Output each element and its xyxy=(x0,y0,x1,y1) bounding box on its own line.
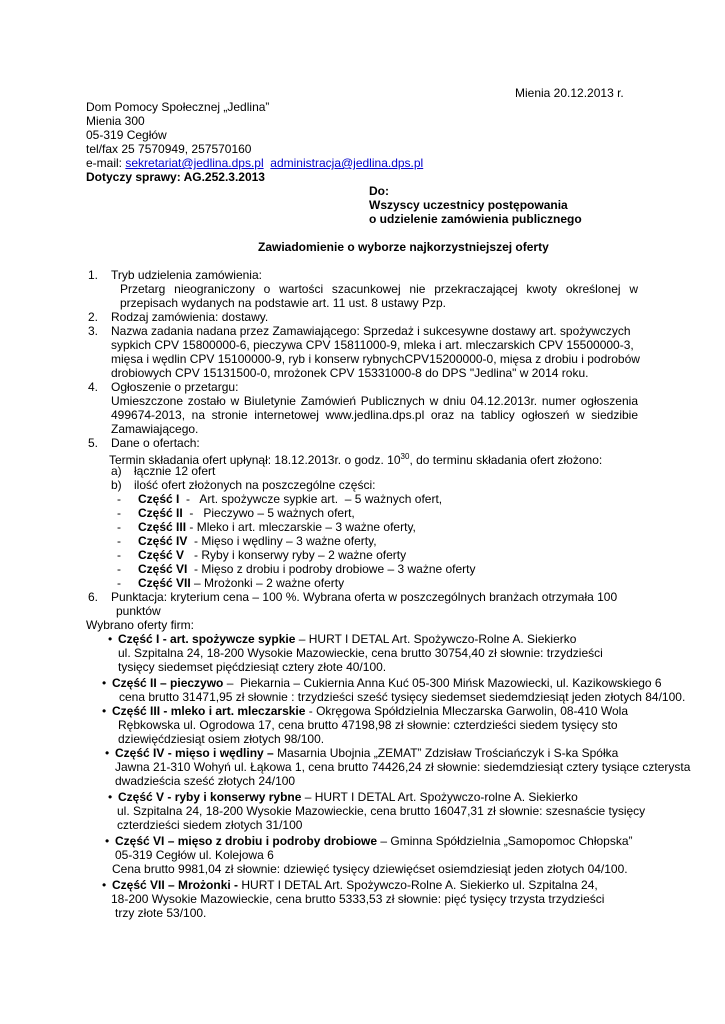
document-title: Zawiadomienie o wyborze najkorzystniejszej oferty xyxy=(258,240,549,254)
document-date: Mienia 20.12.2013 r. xyxy=(515,86,624,100)
winner-3-line-1: • Część III - mleko i art. mleczarskie - Okręgowa Spółdzielnia Mleczarska Garwolin, 08-410 Wola xyxy=(112,704,628,718)
winner-7-line-1: • Część VII – Mrożonki - HURT I DETAL Art. Spożywczo-Rolne A. Siekierko ul. Szpitalna 24, xyxy=(112,878,598,892)
item-5-heading: Dane o ofertach: xyxy=(111,436,200,450)
chosen-header: Wybrano oferty firm: xyxy=(86,618,194,632)
email-link-sekretariat[interactable]: sekretariat@jedlina.dps.pl xyxy=(125,156,264,170)
sender-name: Dom Pomocy Społecznej „Jedlina” xyxy=(86,100,270,114)
item-3-line-1: Nazwa zadania nadana przez Zamawiającego: Sprzedaż i sukcesywne dostawy art. spożywczych xyxy=(111,324,631,338)
item-4-line-1: Umieszczone zostało w Biuletynie Zamówień Publicznych w dniu 04.12.2013r. numer ogłoszenia xyxy=(111,394,638,408)
item-5-b-text: ilość ofert złożonych na poszczególne części: xyxy=(134,478,376,492)
winner-2-line-1: • Część II – pieczywo – Piekarnia – Cukiernia Anna Kuć 05-300 Mińsk Mazowiecki, ul. Kazikowskiego 6 xyxy=(112,676,662,690)
item-5-b-marker: b) xyxy=(111,478,122,492)
winner-1-line-3: tysięcy siedemset pięćdziesiąt cztery złote 40/100. xyxy=(118,660,387,674)
winner-7-line-2: 18-200 Wysokie Mazowieckie, cena brutto 5333,53 zł słownie: pięć tysięcy trzysta trzydzieści xyxy=(111,892,605,906)
case-reference: Dotyczy sprawy: AG.252.3.2013 xyxy=(86,170,265,184)
winner-5-line-2: ul. Szpitalna 24, 18-200 Wysokie Mazowieckie, cena brutto 16047,31 zł słownie: szesnaście tysięcy xyxy=(117,804,646,818)
sender-phone: tel/fax 25 7570949, 257570160 xyxy=(86,142,252,156)
list-item: - Część VII – Mrożonki – 2 ważne oferty xyxy=(117,576,345,590)
winner-6-line-2: 05-319 Cegłów ul. Kolejowa 6 xyxy=(115,848,274,862)
winner-6-line-1: • Część VI – mięso z drobiu i podroby drobiowe – Gminna Spółdzielnia „Samopomoc Chłopska” xyxy=(115,834,633,848)
winner-2-line-2: cena brutto 31471,95 zł słownie : trzydzieści sześć tysięcy siedemset siedemdziesiąt jeden złotych 84/100. xyxy=(119,690,686,704)
winner-6-line-3: Cena brutto 9981,04 zł słownie: dziewięć tysięcy dziewięćset osiemdziesiąt jeden złotych 04/100. xyxy=(112,862,628,876)
list-item: - Część VI - Mięso z drobiu i podroby drobiowe – 3 ważne oferty xyxy=(117,562,476,576)
winner-3-line-3: dziewięćdziesiąt osiem złotych 98/100. xyxy=(118,732,325,746)
list-item: - Część II - Pieczywo – 5 ważnych ofert, xyxy=(117,506,355,520)
winner-4-line-3: dwadzieścia sześć złotych 24/100 xyxy=(115,774,296,788)
item-5-a-text: łącznie 12 ofert xyxy=(134,464,216,478)
winner-1-line-2: ul. Szpitalna 24, 18-200 Wysokie Mazowieckie, cena brutto 30754,40 zł słownie: trzydzieści xyxy=(118,646,603,660)
item-6-line-2: punktów xyxy=(116,604,161,618)
winner-5-line-1: • Część V - ryby i konserwy rybne – HURT I DETAL Art. Spożywczo-rolne A. Siekierko xyxy=(118,790,578,804)
email-link-administracja[interactable]: administracja@jedlina.dps.pl xyxy=(270,156,424,170)
item-3-number: 3. xyxy=(88,324,99,338)
item-4-heading: Ogłoszenie o przetargu: xyxy=(111,380,239,394)
item-5-a-marker: a) xyxy=(111,464,122,478)
recipient-line2: o udzielenie zamówienia publicznego xyxy=(369,212,582,226)
sender-street: Mienia 300 xyxy=(86,114,145,128)
item-6-number: 6. xyxy=(88,590,99,604)
sender-email-line xyxy=(86,156,423,170)
item-1-heading: Tryb udzielenia zamówienia: xyxy=(111,268,262,282)
list-item: - Część IV - Mięso i wędliny – 3 ważne oferty, xyxy=(117,534,377,548)
winner-4-line-2: Jawna 21-310 Wohyń ul. Łąkowa 1, cena brutto 74426,24 zł słownie: siedemdziesiąt cztery tysiące czterysta xyxy=(115,760,691,774)
item-1-number: 1. xyxy=(88,268,99,282)
item-2-text: Rodzaj zamówienia: dostawy. xyxy=(111,310,269,324)
item-4-line-2: 499674-2013, na stronie internetowej www.jedlina.dps.pl oraz na tablicy ogłoszeń w siedzibie xyxy=(111,408,638,422)
item-4-number: 4. xyxy=(88,380,99,394)
item-1-line-2: przepisach wydanych na podstawie art. 11 ust. 8 ustawy Pzp. xyxy=(120,296,446,310)
list-item: - Część I - Art. spożywcze sypkie art. – 5 ważnych ofert, xyxy=(117,492,443,506)
winner-3-line-2: Rębkowska ul. Ogrodowa 17, cena brutto 47198,98 zł słownie: czterdzieści siedem tysięcy sto xyxy=(118,718,618,732)
item-3-line-3: mięsa i wędlin CPV 15100000-9, ryb i konserw rybnychCPV15200000-0, mięsa z drobiu i podrobów xyxy=(111,352,640,366)
item-6-line-1: Punktacja: kryterium cena – 100 %. Wybrana oferta w poszczególnych branżach otrzymała 100 xyxy=(111,590,618,604)
sender-city: 05-319 Cegłów xyxy=(86,128,167,142)
item-2-number: 2. xyxy=(88,310,99,324)
recipient-to: Do: xyxy=(369,184,389,198)
recipient-line1: Wszyscy uczestnicy postępowania xyxy=(369,198,568,212)
winner-1-line-1: • Część I - art. spożywcze sypkie – HURT I DETAL Art. Spożywczo-Rolne A. Siekierko xyxy=(118,632,576,646)
item-4-line-3: Zamawiającego. xyxy=(111,422,199,436)
item-1-line-1: Przetarg nieograniczony o wartości szacunkowej nie przekraczającej kwoty określonej w xyxy=(120,282,638,296)
item-3-line-4: drobiowych CPV 15131500-0, mrożonek CPV 15331000-8 do DPS "Jedlina" w 2014 roku. xyxy=(111,366,589,380)
winner-4-line-1: • Część IV - mięso i wędliny – Masarnia Ubojnia „ZEMAT” Zdzisław Trościańczyk i S-ka Spółka xyxy=(115,746,618,760)
item-5-deadline: Termin składania ofert upłynął: 18.12.2013r. o godz. $10^{30}$, do terminu składania ofert złożono: xyxy=(109,452,603,467)
list-item: - Część V - Ryby i konserwy ryby – 2 ważne oferty xyxy=(117,548,407,562)
email-label: e-mail: xyxy=(86,156,123,170)
winner-5-line-3: czterdzieści siedem złotych 31/100 xyxy=(117,818,303,832)
item-3-line-2: sypkich CPV 15800000-6, pieczywa CPV 15811000-9, mleka i art. mleczarskich CPV 15500000-3, xyxy=(111,338,634,352)
winner-7-line-3: trzy złote 53/100. xyxy=(115,906,207,920)
list-item: - Część III - Mleko i art. mleczarskie – 3 ważne oferty, xyxy=(117,520,416,534)
item-5-number: 5. xyxy=(88,436,99,450)
